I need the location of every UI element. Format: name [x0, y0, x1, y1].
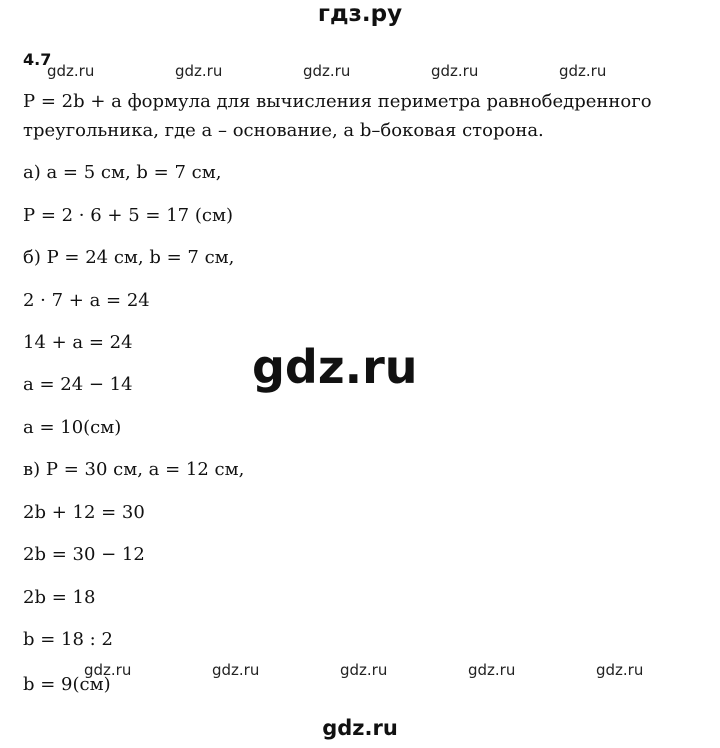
watermark-center: gdz.ru — [252, 340, 418, 394]
solution-line: 2b = 18 — [23, 587, 96, 608]
formula-line: P = 2b + a формула для вычисления периметра равнобедренного — [23, 91, 652, 112]
watermark-footer: gdz.ru — [322, 716, 398, 740]
solution-line: b = 9(см) — [23, 674, 111, 695]
watermark-text: gdz.ru — [175, 62, 223, 80]
task-number: 4.7 — [23, 50, 52, 69]
solution-line: b = 18 : 2 — [23, 629, 113, 650]
watermark-text: gdz.ru — [431, 62, 479, 80]
watermark-text: gdz.ru — [47, 62, 95, 80]
solution-line: a = 24 − 14 — [23, 374, 133, 395]
formula-line: треугольника, где a – основание, а b–боковая сторона. — [23, 120, 544, 141]
solution-line: в) P = 30 см, a = 12 см, — [23, 459, 245, 480]
watermark-text: gdz.ru — [468, 661, 516, 679]
watermark-text: gdz.ru — [559, 62, 607, 80]
solution-line: б) P = 24 см, b = 7 см, — [23, 247, 235, 268]
watermark-text: gdz.ru — [212, 661, 260, 679]
watermark-text: gdz.ru — [303, 62, 351, 80]
watermark-text: gdz.ru — [84, 661, 132, 679]
solution-line: 2 · 7 + a = 24 — [23, 290, 150, 311]
solution-line: a = 10(см) — [23, 417, 122, 438]
watermark-text: gdz.ru — [340, 661, 388, 679]
solution-line: 2b + 12 = 30 — [23, 502, 145, 523]
solution-line: 14 + a = 24 — [23, 332, 133, 353]
solution-line: а) a = 5 см, b = 7 см, — [23, 162, 222, 183]
solution-line: 2b = 30 − 12 — [23, 544, 145, 565]
watermark-text: gdz.ru — [596, 661, 644, 679]
site-title: гдз.ру — [317, 1, 403, 27]
solution-line: P = 2 · 6 + 5 = 17 (см) — [23, 205, 233, 226]
